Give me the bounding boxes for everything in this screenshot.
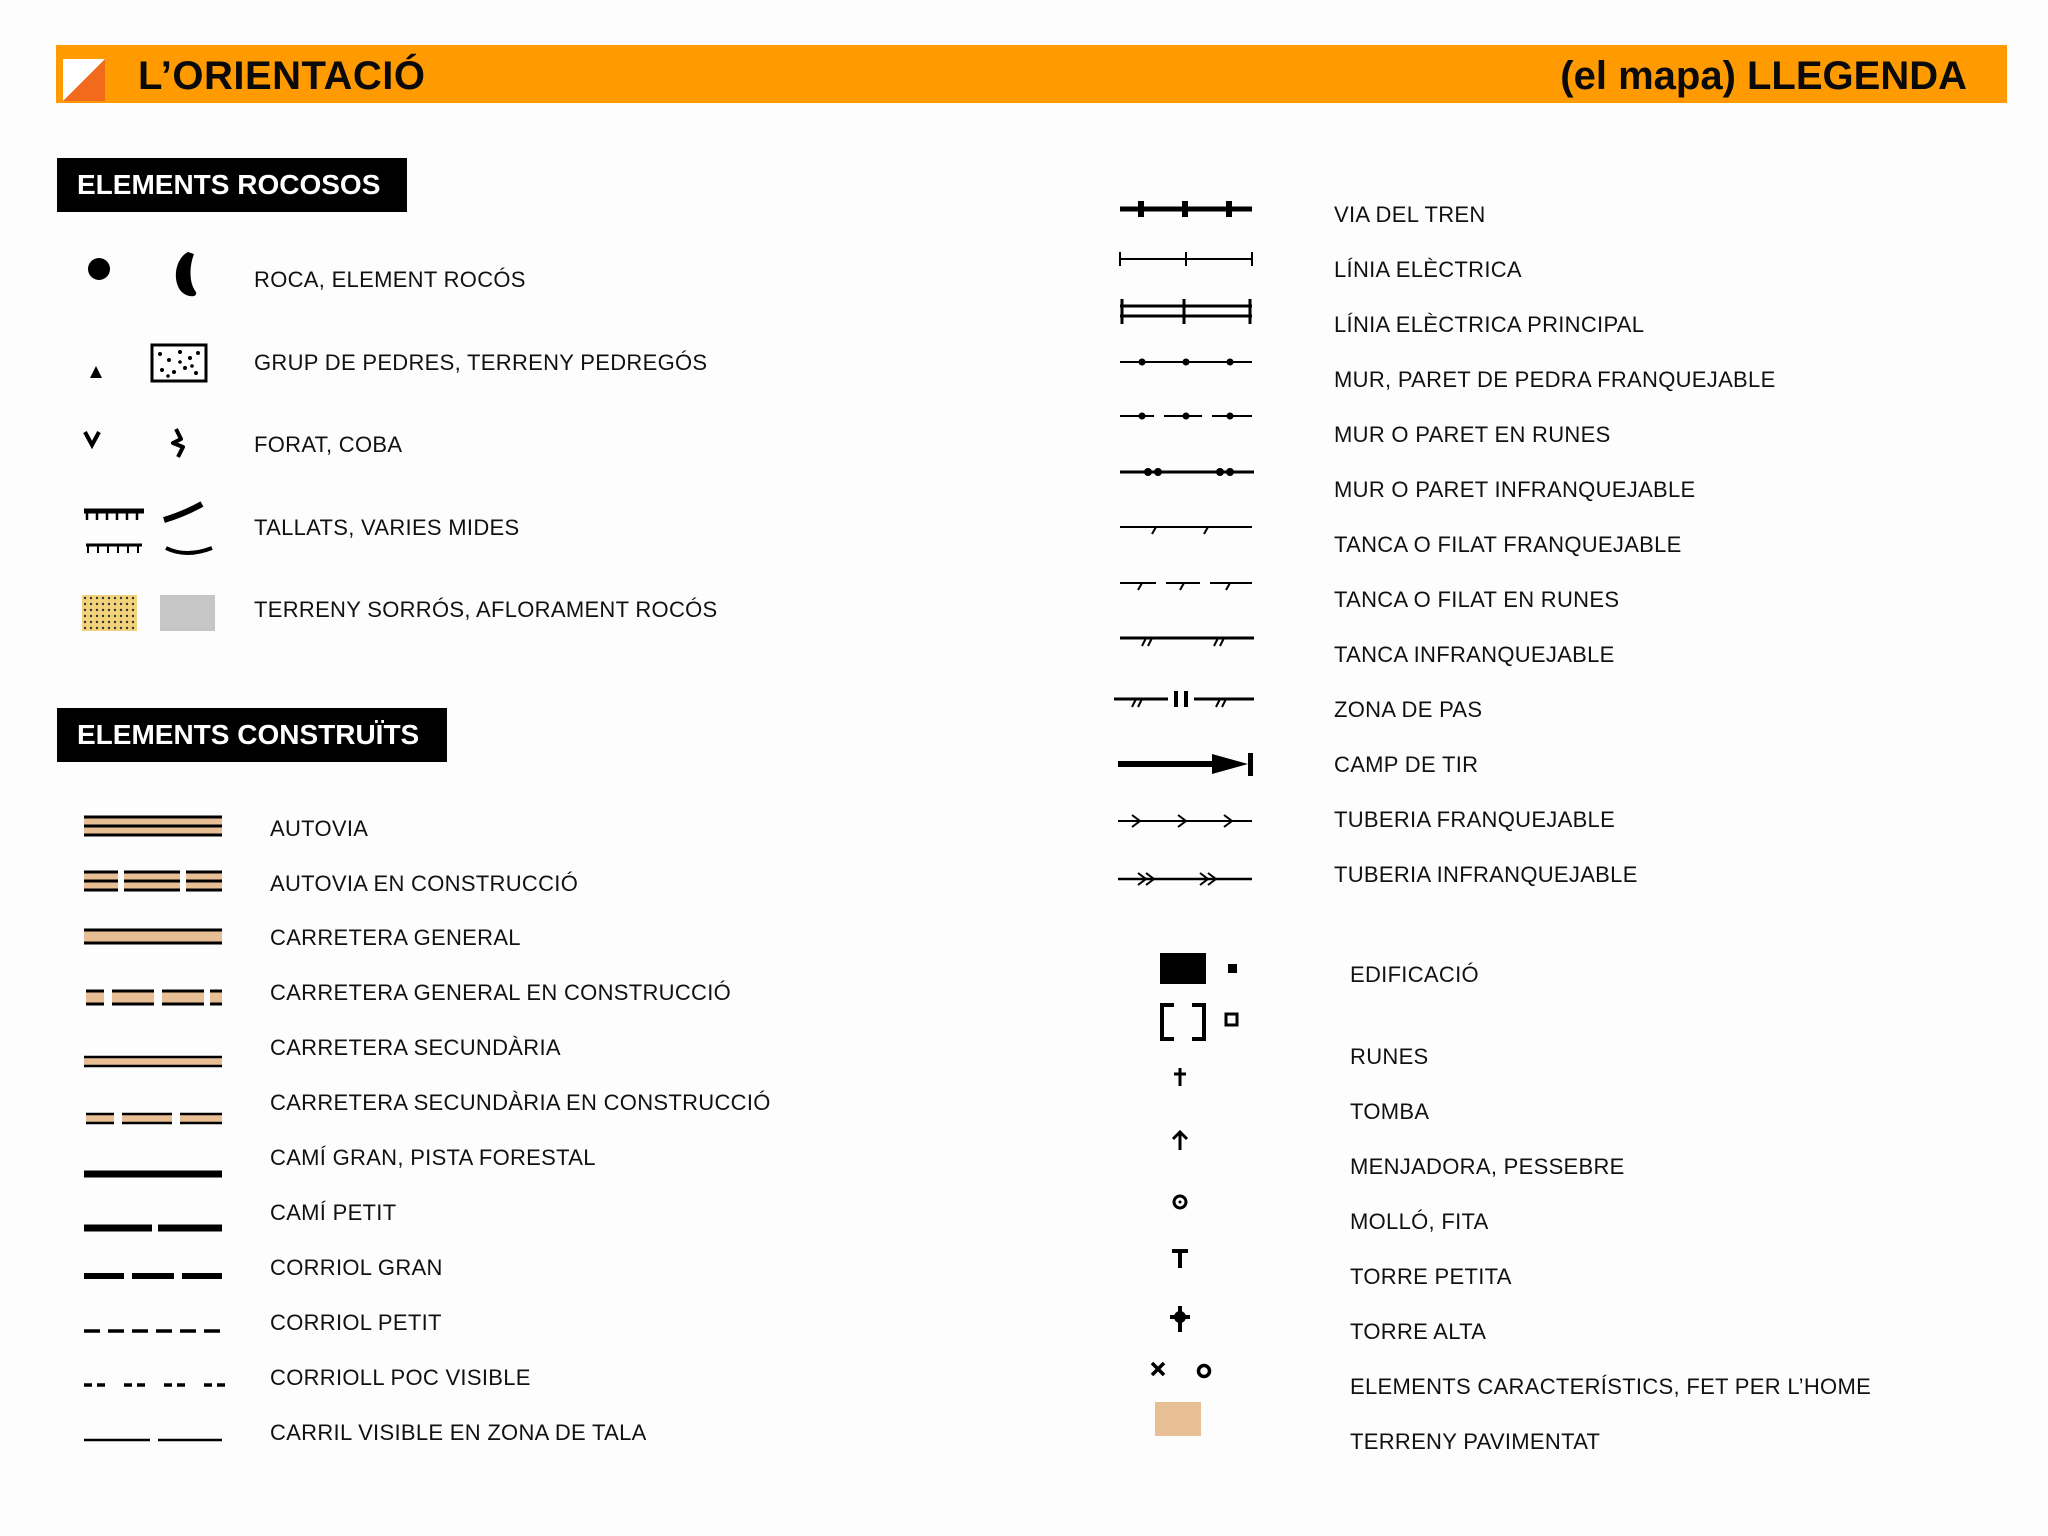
special-object-icon bbox=[1150, 1360, 1220, 1384]
high-pipeline-label: TUBERIA INFRANQUEJABLE bbox=[1334, 862, 1638, 887]
small-tower-label: TORRE PETITA bbox=[1350, 1264, 1512, 1289]
cave-icon bbox=[84, 425, 224, 465]
vehicle-track-icon bbox=[84, 1168, 224, 1182]
building-icon bbox=[1160, 950, 1240, 1050]
page-title: L’ORIENTACIÓ bbox=[138, 54, 426, 98]
cairn-icon bbox=[1170, 1192, 1194, 1216]
high-tower-icon bbox=[1168, 1304, 1196, 1334]
page-subtitle: (el mapa) LLEGENDA bbox=[1560, 54, 1967, 98]
small-trail-label: CORRIOL PETIT bbox=[270, 1310, 442, 1335]
building-label: EDIFICACIÓ bbox=[1350, 962, 1479, 987]
power-line-icon bbox=[1118, 250, 1258, 270]
high-pipeline-icon bbox=[1116, 870, 1260, 890]
vehicle-track-label: CAMÍ GRAN, PISTA FORESTAL bbox=[270, 1145, 596, 1170]
grave-icon bbox=[1172, 1066, 1196, 1088]
motorway-construction-label: AUTOVIA EN CONSTRUCCIÓ bbox=[270, 871, 579, 896]
power-line-label: LÍNIA ELÈCTRICA bbox=[1334, 257, 1522, 282]
built-section-title: ELEMENTS CONSTRUÏTS bbox=[57, 708, 447, 762]
crossing-point-label: ZONA DE PAS bbox=[1334, 697, 1483, 722]
crossing-point-icon bbox=[1112, 690, 1258, 710]
indistinct-trail-label: CORRIOLL POC VISIBLE bbox=[270, 1365, 531, 1390]
header-banner bbox=[56, 45, 2007, 103]
railway-icon bbox=[1118, 200, 1258, 220]
cliff-ticks-icon bbox=[84, 500, 224, 562]
fence-icon bbox=[1118, 522, 1258, 536]
firing-range-icon bbox=[1116, 750, 1260, 780]
sandy-ground-icon bbox=[82, 595, 222, 635]
minor-road-label: CARRETERA SECUNDÀRIA bbox=[270, 1035, 561, 1060]
feeder-label: MENJADORA, PESSEBRE bbox=[1350, 1154, 1625, 1179]
ride-label: CARRIL VISIBLE EN ZONA DE TALA bbox=[270, 1420, 647, 1445]
rock-section-title: ELEMENTS ROCOSOS bbox=[57, 158, 407, 212]
ride-icon bbox=[84, 1436, 224, 1446]
pit-cave-label: FORAT, COBA bbox=[254, 432, 403, 457]
sandy-rock-label: TERRENY SORRÓS, AFLORAMENT ROCÓS bbox=[254, 597, 718, 622]
minor-road-construction-label: CARRETERA SECUNDÀRIA EN CONSTRUCCIÓ bbox=[270, 1090, 771, 1115]
paved-area-icon bbox=[1155, 1402, 1205, 1442]
ruined-wall-label: MUR O PARET EN RUNES bbox=[1334, 422, 1611, 447]
high-wall-label: MUR O PARET INFRANQUEJABLE bbox=[1334, 477, 1696, 502]
high-fence-icon bbox=[1118, 634, 1258, 648]
motorway-icon bbox=[84, 815, 224, 839]
ruined-fence-label: TANCA O FILAT EN RUNES bbox=[1334, 587, 1620, 612]
indistinct-trail-icon bbox=[84, 1380, 224, 1392]
high-fence-label: TANCA INFRANQUEJABLE bbox=[1334, 642, 1615, 667]
major-road-label: CARRETERA GENERAL bbox=[270, 925, 521, 950]
special-object-label: ELEMENTS CARACTERÍSTICS, FET PER L’HOME bbox=[1350, 1374, 1872, 1399]
rock-dot-icon bbox=[84, 252, 224, 302]
pipeline-label: TUBERIA FRANQUEJABLE bbox=[1334, 807, 1616, 832]
stony-label: GRUP DE PEDRES, TERRENY PEDREGÓS bbox=[254, 350, 708, 375]
motorway-construction-icon bbox=[84, 870, 224, 894]
major-road-construction-label: CARRETERA GENERAL EN CONSTRUCCIÓ bbox=[270, 980, 732, 1005]
firing-range-label: CAMP DE TIR bbox=[1334, 752, 1479, 777]
major-road-icon bbox=[84, 928, 224, 948]
cairn-label: MOLLÓ, FITA bbox=[1350, 1209, 1489, 1234]
ruined-wall-icon bbox=[1118, 410, 1258, 424]
small-trail-icon bbox=[84, 1326, 224, 1338]
minor-road-icon bbox=[84, 1055, 224, 1071]
major-power-line-label: LÍNIA ELÈCTRICA PRINCIPAL bbox=[1334, 312, 1645, 337]
major-road-construction-icon bbox=[84, 989, 224, 1009]
railway-label: VIA DEL TREN bbox=[1334, 202, 1486, 227]
grave-label: TOMBA bbox=[1350, 1099, 1430, 1124]
pipeline-icon bbox=[1116, 812, 1260, 832]
footpath-icon bbox=[84, 1222, 224, 1236]
high-wall-icon bbox=[1118, 466, 1258, 480]
fence-label: TANCA O FILAT FRANQUEJABLE bbox=[1334, 532, 1682, 557]
orienteering-flag-icon bbox=[63, 59, 105, 101]
large-trail-label: CORRIOL GRAN bbox=[270, 1255, 443, 1280]
stony-ground-icon bbox=[84, 342, 224, 387]
cliff-label: TALLATS, VARIES MIDES bbox=[254, 515, 520, 540]
ruined-fence-icon bbox=[1118, 578, 1258, 592]
stone-wall-label: MUR, PARET DE PEDRA FRANQUEJABLE bbox=[1334, 367, 1776, 392]
rock-label: ROCA, ELEMENT ROCÓS bbox=[254, 267, 526, 292]
stone-wall-icon bbox=[1118, 356, 1258, 370]
small-tower-icon bbox=[1170, 1248, 1194, 1272]
large-trail-icon bbox=[84, 1270, 224, 1284]
footpath-label: CAMÍ PETIT bbox=[270, 1200, 397, 1225]
motorway-label: AUTOVIA bbox=[270, 816, 369, 841]
paved-area-label: TERRENY PAVIMENTAT bbox=[1350, 1429, 1601, 1454]
ruin-label: RUNES bbox=[1350, 1044, 1429, 1069]
major-power-line-icon bbox=[1118, 298, 1258, 326]
feeder-icon bbox=[1170, 1128, 1194, 1152]
high-tower-label: TORRE ALTA bbox=[1350, 1319, 1487, 1344]
minor-road-construction-icon bbox=[84, 1112, 224, 1128]
